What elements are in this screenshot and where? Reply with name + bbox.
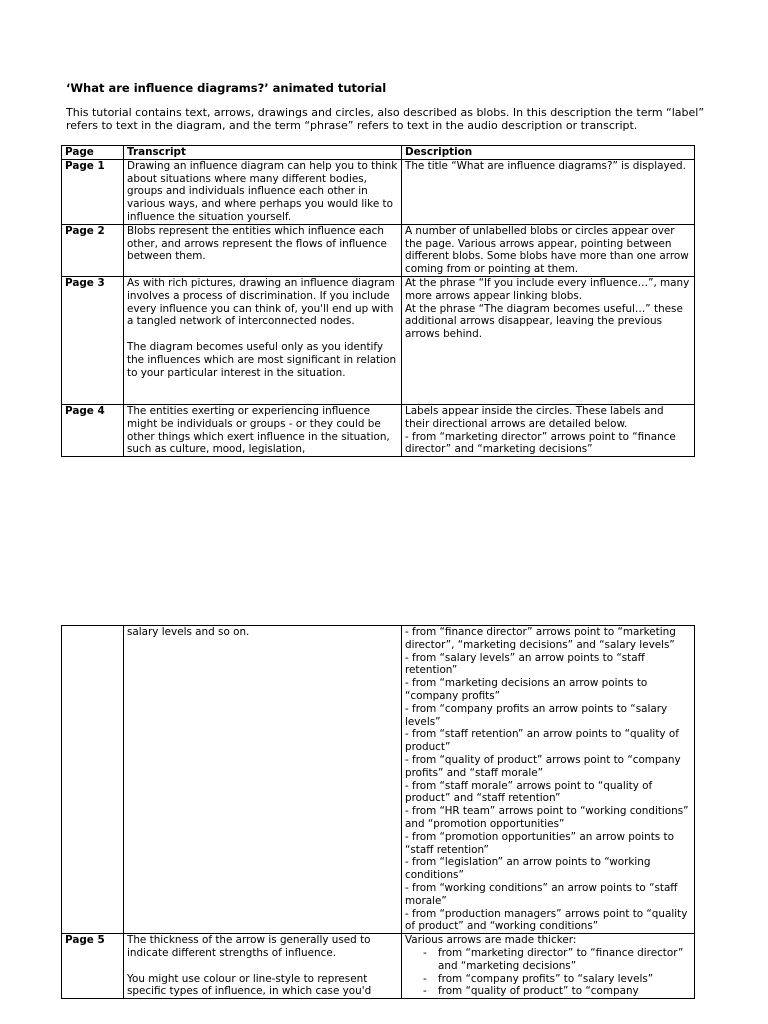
description-text: - from “working conditions” an arrow points to “staff morale”: [405, 881, 678, 907]
description-cell: [402, 276, 695, 404]
transcript-cell: [124, 224, 402, 276]
description-text: - from “salary levels” an arrow points to “staff retention”: [405, 651, 645, 677]
table-row: [62, 626, 695, 934]
header-description: Description: [402, 146, 695, 160]
transcript-text: Drawing an influence diagram can help you to think about situations where many different bodies, groups and individuals influence each other in various ways, and where perhaps you would like to influence the situation yourself.: [127, 159, 398, 223]
transcript-text: The thickness of the arrow is generally used to indicate different strengths of influence.: [127, 934, 371, 959]
transcript-cell: [124, 159, 402, 224]
transcript-cell: [124, 276, 402, 404]
description-text: - from “legislation” an arrow points to “working conditions”: [405, 856, 651, 882]
transcript-text: salary levels and so on.: [127, 626, 250, 638]
thicker-arrows-list: [405, 947, 691, 998]
header-transcript: Transcript: [124, 146, 402, 160]
transcript-cell: [124, 404, 402, 456]
description-text: - from “finance director” arrows point to “marketing director”, “marketing decisions” and “salary levels”: [405, 626, 676, 651]
list-item: - from “quality of product” to “company: [405, 985, 691, 998]
description-cell: [402, 934, 695, 999]
transcript-text: You might use colour or line-style to represent specific types of influence, in which case you'd: [127, 972, 372, 998]
description-text: - from “quality of product” arrows point to “company profits” and “staff morale”: [405, 753, 681, 779]
description-text: - from “marketing decisions an arrow points to “company profits”: [405, 677, 648, 702]
description-text: Labels appear inside the circles. These labels and their directional arrows are detailed below.: [405, 404, 664, 430]
tutorial-table: [61, 145, 695, 457]
description-text: Various arrows are made thicker:: [405, 934, 577, 947]
header-page: Page: [62, 146, 124, 160]
description-text: The title “What are influence diagrams?” is displayed.: [405, 159, 686, 172]
description-text: - from “production managers” arrows point to “quality of product” and “working conditions”: [405, 907, 688, 933]
table-row: [62, 934, 695, 999]
description-text: A number of unlabelled blobs or circles appear over the page. Various arrows appear, pointing between different blobs. Some blobs have more than one arrow coming from or pointing at them.: [405, 224, 689, 276]
transcript-text: The entities exerting or experiencing influence might be individuals or groups - or they could be other things which exert influence in the situation, such as culture, mood, legislation,: [127, 404, 390, 456]
page-cell: Page 5: [62, 934, 124, 999]
page-cell: Page 3: [62, 276, 124, 404]
transcript-cell: [124, 934, 402, 999]
transcript-cell: [124, 626, 402, 934]
description-text: - from “marketing director” arrows point to “finance director” and “marketing decisions”: [405, 430, 676, 456]
intro-paragraph: This tutorial contains text, arrows, drawings and circles, also described as blobs. In this description the term “label” refers to text in the diagram, and the term “phrase” refers to text in the audio description or transcript.: [66, 106, 705, 132]
document-title: ‘What are influence diagrams?’ animated tutorial: [66, 81, 387, 95]
description-text: At the phrase “The diagram becomes useful…” these additional arrows disappear, leaving the previous arrows behind.: [405, 302, 683, 341]
page-cell: Page 2: [62, 224, 124, 276]
description-cell: [402, 626, 695, 934]
table-row: [62, 404, 695, 456]
description-text: - from “staff retention” an arrow points to “quality of product”: [405, 728, 679, 754]
page-cell: Page 4: [62, 404, 124, 456]
description-text: At the phrase “If you include every influence…”, many more arrows appear linking blobs.: [405, 276, 690, 302]
table-row: [62, 224, 695, 276]
table-row: [62, 159, 695, 224]
description-text: - from “company profits an arrow points to “salary levels”: [405, 702, 668, 728]
description-cell: [402, 159, 695, 224]
tutorial-table-continued: [61, 625, 695, 999]
transcript-text: As with rich pictures, drawing an influence diagram involves a process of discrimination. If you include every influence you can think of, you'll end up with a tangled network of interconnected nodes.: [127, 276, 395, 328]
table-header-row: [62, 146, 695, 160]
description-text: - from “HR team” arrows point to “working conditions” and “promotion opportunities”: [405, 805, 689, 830]
table-row: [62, 276, 695, 404]
page-cell: [62, 626, 124, 934]
transcript-text: The diagram becomes useful only as you identify the influences which are most significant in relation to your particular interest in the situation.: [127, 340, 397, 379]
list-item: - from “company profits” to “salary levels”: [405, 973, 691, 986]
list-item: - from “marketing director” to “finance director” and “marketing decisions”: [405, 947, 691, 973]
page-cell: Page 1: [62, 159, 124, 224]
description-text: - from “staff morale” arrows point to “quality of product” and “staff retention”: [405, 779, 653, 805]
transcript-text: Blobs represent the entities which influence each other, and arrows represent the flows of influence between them.: [127, 224, 387, 263]
description-text: - from “promotion opportunities” an arrow points to “staff retention”: [405, 830, 674, 856]
description-cell: [402, 404, 695, 456]
description-cell: [402, 224, 695, 276]
